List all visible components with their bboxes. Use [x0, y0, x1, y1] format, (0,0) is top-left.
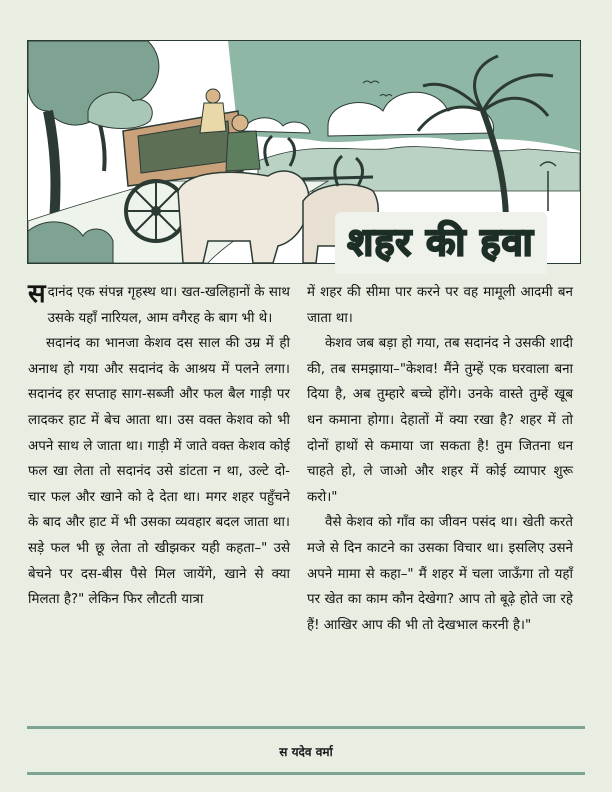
footer-rule-bottom — [27, 772, 585, 775]
author-credit: स यदेव वर्मा — [279, 745, 333, 759]
story-title: शहर की हवा — [347, 220, 534, 264]
footer-rule-top — [27, 726, 585, 729]
first-paragraph — [28, 280, 290, 331]
first-paragraph-text: दानंद एक संपन्न गृहस्थ था। खत-खलिहानों के साथ उसके यहाँ नारियल, आम वगैरह के बाग भी थे। — [47, 285, 290, 326]
keshav-marriage-paragraph: केशव जब बड़ा हो गया, तब सदानंद ने उसकी शादी की, तब समझाया–"केशव! मैंने तुम्हें एक घरवाला बना दिया है, अब तुम्हारे बच्चे होंगे। उनके वास्ते तुम्हें खूब धन कमाना होगा। देहातों में क्या रखा है? शहर में तो दोनों हाथों से कमाया जा सकता है! तुम जितना धन चाहते हो, ले जाओ और शहर में कोई व्यापार शुरू करो।" — [307, 336, 573, 505]
drop-cap: स — [28, 279, 46, 309]
left-column — [28, 280, 290, 613]
village-life-paragraph: वैसे केशव को गाँव का जीवन पसंद था। खेती करते मजे से दिन काटने का उसका विचार था। इसलिए उसने अपने मामा से कहा–" मैं शहर में चला जाऊँगा तो यहाँ पर खेत का काम कौन देखेगा? आप तो बूढ़े होते जा रहे हैं! आखिर आप की भी तो देखभाल करनी है।" — [307, 515, 573, 633]
second-paragraph: सदानंद का भानजा केशव दस साल की उम्र में ही अनाथ हो गया और सदानंद के आश्रय में पलने लगा। सदानंद हर सप्ताह साग-सब्जी और फल बैल गाड़ी पर लादकर हाट में बेच आता था। उस वक्त केशव को भी अपने साथ ले जाता था। गाड़ी में जाते वक्त केशव कोई फल खा लेता तो सदानंद उसे डांटता न था, उल्टे दो-चार फल और खाने को दे देता था। मगर शहर पहुँचने के बाद और हाट में भी उसका व्यवहार बदल जाता था। सड़े फल भी छू लेता तो खीझकर यही कहता–" उसे बेचने पर दस-बीस पैसे मिल जायेंगे, खाने से क्या मिलता है?" लेकिन फिर लौटती यात्रा — [28, 336, 290, 608]
right-column — [307, 280, 573, 638]
continued-paragraph: में शहर की सीमा पार करने पर वह मामूली आदमी बन जाता था। — [307, 285, 573, 326]
